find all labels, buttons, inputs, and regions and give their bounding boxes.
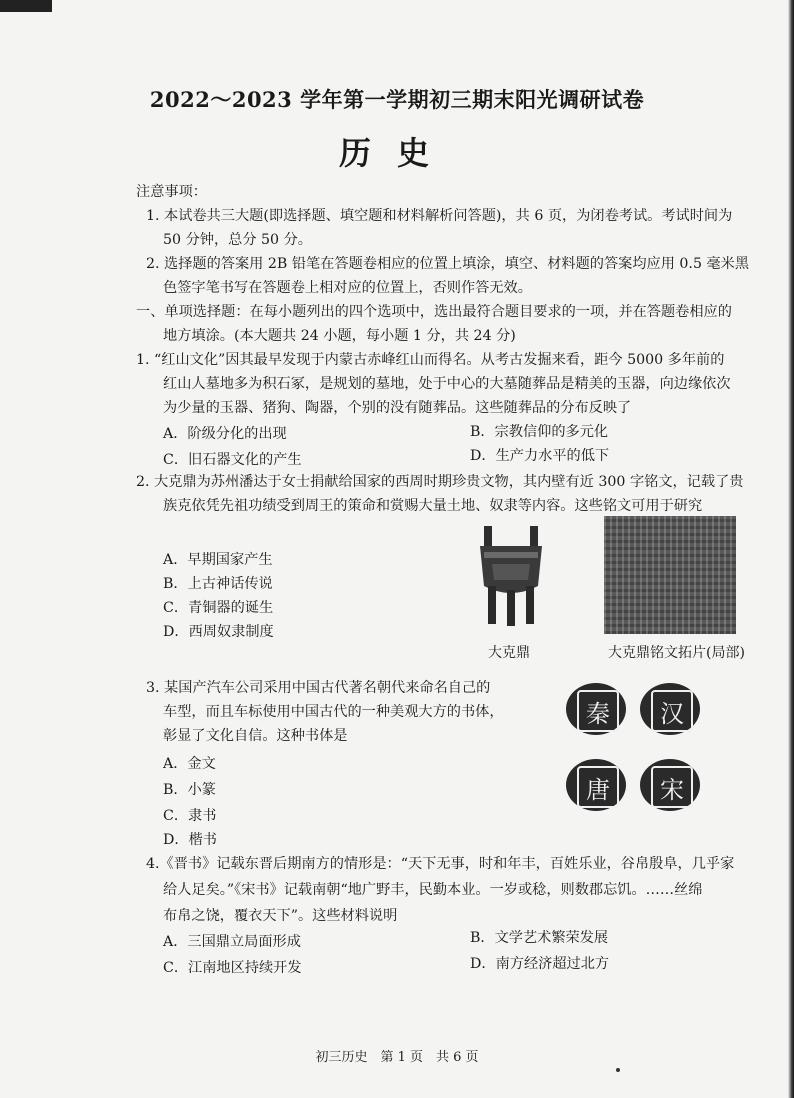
caption-inscription-rubbing: 大克鼎铭文拓片(局部) [608,645,745,661]
section-heading-line-2: 地方填涂。(本大题共 24 小题，每小题 1 分，共 24 分) [163,328,516,344]
q2-option-c: C．青铜器的诞生 [163,600,274,616]
q4-option-d: D．南方经济超过北方 [470,956,610,972]
da-ke-ding-image [478,524,544,630]
q4-option-b: B．文学艺术繁荣发展 [470,930,609,946]
q1-option-a: A．阶级分化的出现 [163,426,287,442]
car-logo-tang [566,759,626,811]
page-footer: 初三历史 第 1 页 共 6 页 [315,1050,479,1065]
q2-line-1: 2. 大克鼎为苏州潘达于女士捐献给国家的西周时期珍贵文物，其内壁有近 300 字铭文，记载了贵 [136,474,744,490]
subject-title: 历史 [338,134,455,172]
notice-item-1-line-2: 50 分钟，总分 50 分。 [163,232,312,248]
section-heading-line-1: 一、单项选择题：在每小题列出的四个选项中，选出最符合题目要求的一项，并在答题卷相应的 [136,304,732,320]
scan-mark [0,0,52,12]
q1-option-b: B．宗教信仰的多元化 [470,424,609,440]
q2-option-b: B．上古神话传说 [163,576,273,592]
q4-line-2: 给人足矣。”《宋书》记载南朝“地广野丰，民勤本业。一岁或稔，则数郡忘饥。……丝绵 [163,882,703,898]
notice-item-1-line-1: 1. 本试卷共三大题(即选择题、填空题和材料解析问答题)，共 6 页，为闭卷考试。考试时间为 [146,208,733,224]
q4-line-3: 布帛之饶，覆衣天下”。这些材料说明 [163,908,398,924]
car-logo-qin [566,683,626,735]
q2-option-d: D．西周奴隶制度 [163,624,274,640]
q1-option-c: C．旧石器文化的产生 [163,452,302,468]
q1-line-1: 1. “红山文化”因其最早发现于内蒙古赤峰红山而得名。从考古发掘来看，距今 5000 多年前的 [136,352,725,368]
q3-line-1: 3. 某国产汽车公司采用中国古代著名朝代来命名自己的 [146,680,491,696]
exam-title: 2022～2023 学年第一学期初三期末阳光调研试卷 [149,87,645,112]
q1-option-d: D．生产力水平的低下 [470,448,610,464]
seal-glyph: 汉 [660,700,684,728]
q2-line-2: 族克依凭先祖功绩受到周王的策命和赏赐大量土地、奴隶等内容。这些铭文可用于研究 [163,498,703,514]
notice-item-2-line-2: 色签字笔书写在答题卷上相对应的位置上，否则作答无效。 [163,280,532,296]
q3-line-2: 车型，而且车标使用中国古代的一种美观大方的书体， [163,704,504,720]
car-logo-han [640,683,700,735]
q3-option-d: D．楷书 [163,832,217,848]
q4-option-c: C．江南地区持续开发 [163,960,302,976]
q3-option-a: A．金文 [163,756,216,772]
q3-option-c: C．隶书 [163,808,217,824]
q1-line-2: 红山人墓地多为积石冢，是规划的墓地，处于中心的大墓随葬品是精美的玉器，向边缘依次 [163,376,731,392]
q4-option-a: A．三国鼎立局面形成 [163,934,301,950]
q3-line-3: 彰显了文化自信。这种书体是 [163,728,348,744]
seal-glyph: 秦 [586,700,610,728]
notice-item-2-line-1: 2. 选择题的答案用 2B 铅笔在答题卷相应的位置上填涂，填空、材料题的答案均应用 0.5 毫米黑 [146,256,750,272]
seal-glyph: 唐 [586,776,610,804]
seal-glyph: 宋 [660,776,684,804]
q1-line-3: 为少量的玉器、猪狗、陶器，个别的没有随葬品。这些随葬品的分布反映了 [163,400,632,416]
q4-line-1: 4.《晋书》记载东晋后期南方的情形是：“天下无事，时和年丰，百姓乐业，谷帛殷阜，几乎家 [146,856,735,872]
caption-da-ke-ding: 大克鼎 [488,645,530,661]
q3-option-b: B．小篆 [163,782,216,798]
car-logo-song [640,759,700,811]
inscription-rubbing-image [604,516,736,634]
notice-heading: 注意事项： [136,184,207,200]
q2-option-a: A．早期国家产生 [163,552,273,568]
scan-dot [616,1068,620,1072]
